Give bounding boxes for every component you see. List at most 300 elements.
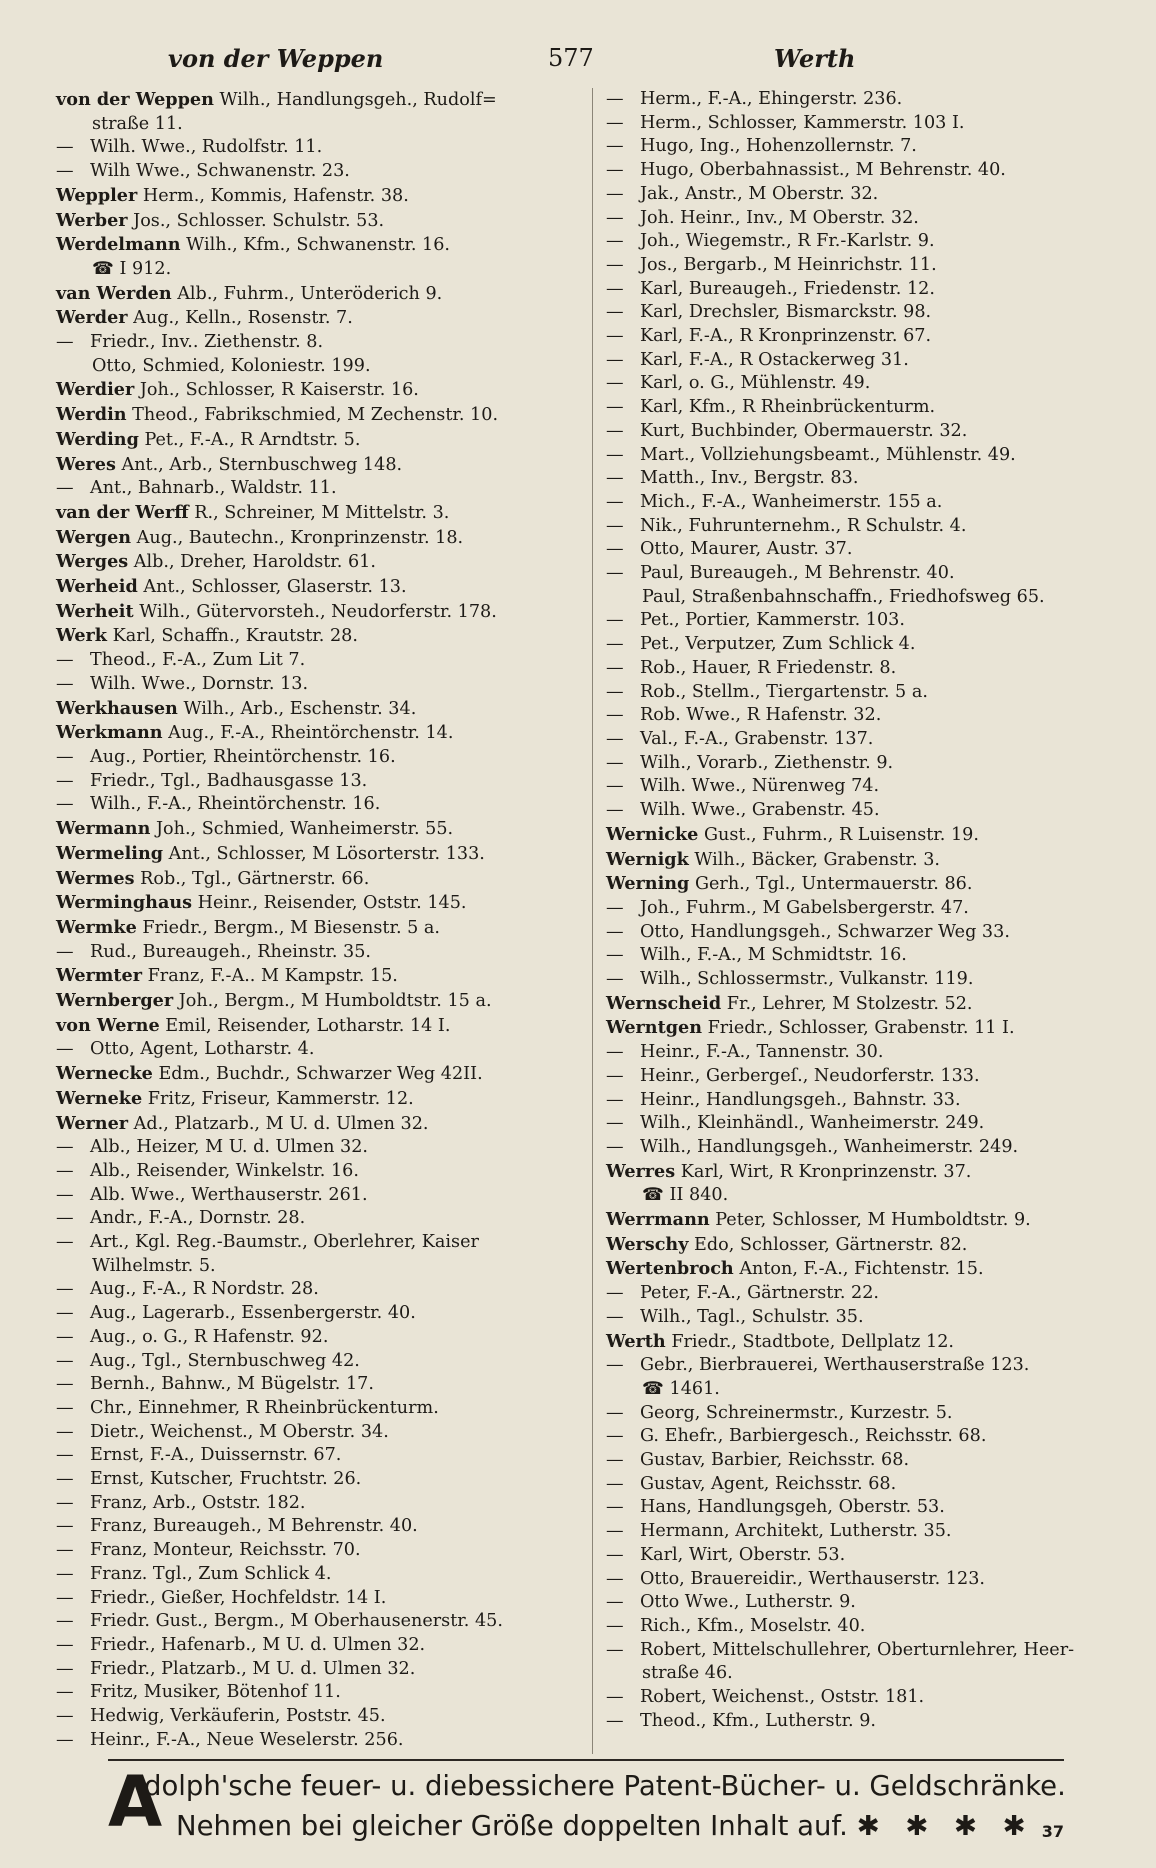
directory-entry <box>606 1544 1126 1568</box>
ditto-dash: — <box>56 1635 74 1655</box>
entry-surname: Werkhausen <box>56 697 178 719</box>
directory-entry <box>606 848 1126 873</box>
ditto-dash: — <box>606 897 624 918</box>
entry-surname: Wernicke <box>606 823 699 845</box>
directory-entry <box>606 1710 1126 1734</box>
entry-details: Otto, Agent, Lotharstr. 4. <box>90 1039 315 1060</box>
entry-surname: Werder <box>56 307 128 329</box>
directory-entry <box>606 1208 1126 1233</box>
entry-details: Wilh., Handlungsgeh., Wanheimerstr. 249. <box>640 1136 1019 1157</box>
directory-entry <box>56 673 596 697</box>
entry-details: Ant., Schlosser, M Lösorterstr. 133. <box>168 843 485 864</box>
directory-entry <box>56 600 596 625</box>
ad-divider <box>108 1759 1064 1761</box>
entry-details: Wilh., Kfm., Schwanenstr. 16. <box>186 235 451 256</box>
directory-entry <box>56 233 596 258</box>
entry-surname: Werning <box>606 873 690 895</box>
entry-details: Wilh Wwe., Schwanenstr. 23. <box>90 161 350 182</box>
directory-entry <box>56 649 596 673</box>
directory-entry <box>56 746 596 770</box>
entry-details: Theod., Fabrikschmied, M Zechenstr. 10. <box>132 405 499 426</box>
entry-details: Hermann, Architekt, Lutherstr. 35. <box>640 1521 952 1542</box>
directory-entry <box>56 1468 596 1492</box>
entry-details: Edo, Schlosser, Gärtnerstr. 82. <box>694 1234 968 1255</box>
directory-entry <box>606 1615 1126 1639</box>
entry-surname: Werkmann <box>56 722 163 744</box>
directory-entry <box>606 633 1126 657</box>
entry-details: Karl, Bureaugeh., Friedenstr. 12. <box>640 278 935 299</box>
ditto-dash: — <box>606 1521 624 1542</box>
directory-entry <box>56 721 596 746</box>
directory-entry <box>56 1207 596 1231</box>
ditto-dash: — <box>606 1065 624 1086</box>
directory-entry <box>606 872 1126 897</box>
entry-details: Art., Kgl. Reg.-Baumstr., Oberlehrer, Kaiser <box>90 1232 479 1253</box>
ditto-dash: — <box>56 794 74 815</box>
entry-details: Friedr., Stadtbote, Dellplatz 12. <box>671 1331 955 1352</box>
ditto-dash: — <box>606 921 624 942</box>
ditto-dash: — <box>606 1592 624 1613</box>
directory-entry <box>56 355 596 379</box>
entry-details: Heinr., Handlungsgeh., Bahnstr. 33. <box>640 1089 961 1110</box>
entry-details: Gebr., Bierbrauerei, Werthauserstraße 123. <box>640 1355 1030 1376</box>
page-number: 577 <box>548 44 594 72</box>
entry-details: Otto, Maurer, Austr. 37. <box>640 539 853 560</box>
directory-entry <box>606 1425 1126 1449</box>
ditto-dash: — <box>56 1303 74 1324</box>
ditto-dash: — <box>56 1492 74 1513</box>
entry-details: Wilh. Wwe., Dornstr. 13. <box>90 673 309 694</box>
entry-surname: Werminghaus <box>56 892 193 914</box>
entry-details: Gust., Fuhrm., R Luisenstr. 19. <box>703 824 979 845</box>
entry-surname: Wermke <box>56 916 137 938</box>
entry-details: Wilh. Wwe., Rudolfstr. 11. <box>90 137 323 158</box>
ditto-dash: — <box>56 478 74 499</box>
directory-entry <box>606 1136 1126 1160</box>
directory-entry <box>56 526 596 551</box>
entry-details: Friedr., Hafenarb., M U. d. Ulmen 32. <box>90 1635 426 1655</box>
directory-entry <box>606 562 1126 586</box>
directory-entry <box>56 1587 596 1611</box>
directory-entry <box>56 1255 596 1279</box>
ditto-dash: — <box>606 302 624 323</box>
entry-details: Karl, o. G., Mühlenstr. 49. <box>640 373 871 394</box>
ditto-dash: — <box>606 1426 624 1447</box>
ad-line-2-text: Nehmen bei gleicher Größe doppelten Inhalt auf. <box>176 1810 848 1842</box>
entry-details: Karl, Schaffn., Krautstr. 28. <box>112 626 358 647</box>
entry-details: Wilhelmstr. 5. <box>92 1255 216 1276</box>
entry-details: Val., F.-A., Grabenstr. 137. <box>640 728 874 749</box>
ditto-dash: — <box>606 969 624 990</box>
entry-surname: Werheid <box>56 576 138 598</box>
ditto-dash: — <box>56 1160 74 1181</box>
directory-entry <box>56 1231 596 1255</box>
directory-entry <box>56 1278 596 1302</box>
directory-entry <box>606 230 1126 254</box>
directory-entry <box>56 1112 596 1137</box>
entry-details: Paul, Bureaugeh., M Behrenstr. 40. <box>640 563 955 584</box>
ditto-dash: — <box>606 254 624 275</box>
directory-entry <box>606 1016 1126 1041</box>
entry-details: Rob. Wwe., R Hafenstr. 32. <box>640 705 882 726</box>
entry-surname: von Werne <box>56 1014 160 1036</box>
ditto-dash: — <box>606 89 624 109</box>
ditto-dash: — <box>56 1563 74 1584</box>
ad-line-2 <box>176 1810 1034 1842</box>
directory-entry <box>56 1397 596 1421</box>
ditto-dash: — <box>606 112 624 133</box>
ditto-dash: — <box>606 657 624 678</box>
entry-details: Wilh., F.-A., M Schmidtstr. 16. <box>640 945 907 966</box>
directory-entry <box>56 1515 596 1539</box>
directory-entry <box>56 793 596 817</box>
ditto-dash: — <box>56 1039 74 1060</box>
entry-details: Friedr. Gust., Bergm., M Oberhausenerstr. 45. <box>90 1611 503 1632</box>
directory-entry <box>56 1563 596 1587</box>
right-column <box>592 88 1126 1734</box>
directory-entry <box>606 301 1126 325</box>
ditto-dash: — <box>606 1710 624 1731</box>
directory-entry <box>56 624 596 649</box>
directory-entry <box>606 444 1126 468</box>
directory-entry <box>606 1065 1126 1089</box>
directory-entry <box>606 88 1126 112</box>
entry-surname: Werk <box>56 625 107 647</box>
entry-details: Rud., Bureaugeh., Rheinstr. 35. <box>90 941 371 962</box>
directory-entry <box>606 609 1126 633</box>
directory-entry <box>56 331 596 355</box>
entry-details: Aug., Lagerarb., Essenbergerstr. 40. <box>90 1303 416 1324</box>
directory-entry <box>56 136 596 160</box>
entry-details: Rich., Kfm., Moselstr. 40. <box>640 1616 866 1636</box>
entry-details: Otto, Schmied, Koloniestr. 199. <box>92 355 371 376</box>
ditto-dash: — <box>56 1540 74 1561</box>
entry-details: G. Ehefr., Barbiergesch., Reichsstr. 68. <box>640 1426 987 1447</box>
entry-details: Friedr., Bergm., M Biesenstr. 5 a. <box>142 917 441 938</box>
entry-details: Hedwig, Verkäuferin, Poststr. 45. <box>90 1706 386 1727</box>
entry-details: Karl, Drechsler, Bismarckstr. 98. <box>640 302 932 323</box>
directory-entry <box>56 1421 596 1445</box>
entry-details: Fritz, Friseur, Kammerstr. 12. <box>147 1088 414 1109</box>
entry-details: R., Schreiner, M Mittelstr. 3. <box>194 502 450 523</box>
directory-entry <box>606 992 1126 1017</box>
directory-entry <box>56 1062 596 1087</box>
entry-details: Franz, F.-A.. M Kampstr. 15. <box>147 966 398 987</box>
ditto-dash: — <box>606 563 624 584</box>
entry-details: Ernst, Kutscher, Fruchtstr. 26. <box>90 1469 362 1490</box>
entry-details: straße 46. <box>642 1663 733 1684</box>
directory-entry <box>606 657 1126 681</box>
ditto-dash: — <box>56 1445 74 1466</box>
directory-entry <box>56 1373 596 1397</box>
entry-details: straße 11. <box>92 113 183 134</box>
ditto-dash: — <box>56 650 74 671</box>
ditto-dash: — <box>606 207 624 228</box>
directory-entry <box>56 817 596 842</box>
entry-details: Peter, F.-A., Gärtnerstr. 22. <box>640 1283 880 1304</box>
directory-entry <box>606 491 1126 515</box>
directory-entry <box>606 1112 1126 1136</box>
entry-details: Friedr., Schlosser, Grabenstr. 11 I. <box>707 1018 1015 1039</box>
entry-details: Jak., Anstr., M Oberstr. 32. <box>640 183 879 204</box>
ditto-dash: — <box>56 673 74 694</box>
directory-entry <box>56 501 596 526</box>
directory-entry <box>606 944 1126 968</box>
entry-details: Peter, Schlosser, M Humboldtstr. 9. <box>715 1210 1031 1231</box>
entry-details: Gustav, Barbier, Reichsstr. 68. <box>640 1450 910 1471</box>
entry-surname: Werner <box>56 1112 129 1134</box>
entry-details: Heinr., Gerbergeſ., Neudorferstr. 133. <box>640 1065 980 1086</box>
entry-surname: Werneke <box>56 1087 143 1109</box>
entry-details: Mart., Vollziehungsbeamt., Mühlenstr. 49. <box>640 444 1016 465</box>
directory-entry <box>606 1160 1126 1185</box>
ditto-dash: — <box>606 160 624 181</box>
entry-details: Franz, Monteur, Reichsstr. 70. <box>90 1540 361 1561</box>
directory-entry <box>606 420 1126 444</box>
entry-details: Karl, Kfm., R Rheinbrückenturm. <box>640 397 936 418</box>
entry-details: Ant., Bahnarb., Waldstr. 11. <box>90 478 337 499</box>
directory-entry <box>56 477 596 501</box>
entry-details: Wilh., Tagl., Schulstr. 35. <box>640 1306 864 1327</box>
ditto-dash: — <box>56 1208 74 1229</box>
directory-entry <box>606 1089 1126 1113</box>
directory-entry <box>606 681 1126 705</box>
ditto-dash: — <box>56 1421 74 1442</box>
ditto-dash: — <box>56 1469 74 1490</box>
directory-entry <box>56 697 596 722</box>
entry-surname: Wernigk <box>606 848 689 870</box>
entry-details: Wilh., Bäcker, Grabenstr. 3. <box>694 849 941 870</box>
directory-entry <box>56 1184 596 1208</box>
entry-details: Friedr., Inv.. Ziethenstr. 8. <box>90 332 324 353</box>
entry-details: Ad., Platzarb., M U. d. Ulmen 32. <box>133 1113 429 1134</box>
ditto-dash: — <box>56 1184 74 1205</box>
entry-details: Wilh. Wwe., Nürenweg 74. <box>640 776 880 797</box>
entry-surname: Wergen <box>56 526 132 548</box>
entry-details: Karl, F.-A., R Kronprinzenstr. 67. <box>640 326 932 347</box>
entry-details: Alb., Dreher, Haroldstr. 61. <box>133 552 376 573</box>
directory-entry <box>606 159 1126 183</box>
entry-surname: Wermter <box>56 965 142 987</box>
entry-details: Herm., F.-A., Ehingerstr. 236. <box>640 89 903 109</box>
directory-entry <box>606 1473 1126 1497</box>
ditto-dash: — <box>56 1397 74 1418</box>
directory-entry <box>606 349 1126 373</box>
directory-entry <box>606 135 1126 159</box>
ditto-dash: — <box>606 491 624 512</box>
ditto-dash: — <box>56 1658 74 1679</box>
entry-details: Gerh., Tgl., Untermauerstr. 86. <box>694 874 973 895</box>
ditto-dash: — <box>606 1042 624 1063</box>
ditto-dash: — <box>606 1616 624 1636</box>
directory-entry <box>56 770 596 794</box>
entry-details: Heinr., F.-A., Neue Weselerstr. 256. <box>90 1729 404 1750</box>
entry-details: Aug., Bautechn., Kronprinzenstr. 18. <box>136 527 464 548</box>
directory-entry <box>56 964 596 989</box>
left-column <box>56 88 596 1753</box>
directory-entry <box>56 184 596 209</box>
directory-entry <box>606 538 1126 562</box>
entry-details: Nik., Fuhrunternehm., R Schulstr. 4. <box>640 515 967 536</box>
entry-details: Wilh., Gütervorsteh., Neudorferstr. 178. <box>139 601 497 622</box>
directory-entry <box>606 1449 1126 1473</box>
directory-entry <box>606 1520 1126 1544</box>
directory-entry <box>56 1492 596 1516</box>
entry-details: Herm., Schlosser, Kammerstr. 103 I. <box>640 112 965 133</box>
entry-details: Herm., Kommis, Hafenstr. 38. <box>142 185 409 206</box>
directory-entry <box>56 867 596 892</box>
entry-details: Alb., Reisender, Winkelstr. 16. <box>90 1160 359 1181</box>
entry-surname: Wermeling <box>56 842 164 864</box>
entry-details: Karl, F.-A., R Ostackerweg 31. <box>640 349 909 370</box>
directory-entry <box>606 1041 1126 1065</box>
ditto-dash: — <box>56 1137 74 1158</box>
directory-entry <box>606 1402 1126 1426</box>
entry-details: ☎ I 912. <box>92 258 172 279</box>
entry-surname: Werheit <box>56 600 134 622</box>
ditto-dash: — <box>56 1682 74 1703</box>
entry-details: Gustav, Agent, Reichsstr. 68. <box>640 1473 897 1494</box>
entry-details: Robert, Mittelschullehrer, Oberturnlehrer, Heer- <box>640 1639 1075 1660</box>
entry-surname: Wernscheid <box>606 992 722 1014</box>
directory-entry <box>56 941 596 965</box>
entry-details: Anton, F.-A., Fichtenstr. 15. <box>739 1259 984 1280</box>
ditto-dash: — <box>56 1374 74 1395</box>
entry-details: Alb. Wwe., Werthauserstr. 261. <box>90 1184 368 1205</box>
ditto-dash: — <box>606 728 624 749</box>
directory-entry <box>606 254 1126 278</box>
entry-details: Aug., F.-A., Rheintörchenstr. 14. <box>168 723 454 744</box>
entry-details: Wilh., F.-A., Rheintörchenstr. 16. <box>90 794 381 815</box>
entry-details: Bernh., Bahnw., M Bügelstr. 17. <box>90 1374 374 1395</box>
entry-surname: Werschy <box>606 1233 689 1255</box>
entry-details: Fr., Lehrer, M Stolzestr. 52. <box>726 993 973 1014</box>
directory-entry <box>606 799 1126 823</box>
entry-details: Alb., Heizer, M U. d. Ulmen 32. <box>90 1137 369 1158</box>
ditto-dash: — <box>56 1350 74 1371</box>
entry-details: Wilh. Wwe., Grabenstr. 45. <box>640 800 880 821</box>
ditto-dash: — <box>606 515 624 536</box>
ditto-dash: — <box>56 137 74 158</box>
entry-details: Aug., F.-A., R Nordstr. 28. <box>90 1279 319 1300</box>
directory-entry <box>56 88 596 113</box>
directory-entry <box>606 968 1126 992</box>
entry-surname: Wernecke <box>56 1063 153 1085</box>
directory-entry <box>606 1591 1126 1615</box>
entry-surname: Werrmann <box>606 1209 710 1231</box>
ditto-dash: — <box>606 1450 624 1471</box>
entry-details: Wilh., Vorarb., Ziethenstr. 9. <box>640 752 894 773</box>
entry-surname: von der Weppen <box>56 89 214 110</box>
ditto-dash: — <box>56 770 74 791</box>
entry-details: Alb., Fuhrm., Unteröderich 9. <box>177 283 443 304</box>
entry-surname: Werding <box>56 428 139 450</box>
ditto-dash: — <box>606 397 624 418</box>
directory-entry <box>606 112 1126 136</box>
entry-surname: Wermes <box>56 867 135 889</box>
directory-entry <box>606 1639 1126 1663</box>
ditto-dash: — <box>606 705 624 726</box>
entry-details: Hugo, Ing., Hohenzollernstr. 7. <box>640 136 917 157</box>
entry-surname: van Werden <box>56 282 172 304</box>
entry-details: Aug., Kelln., Rosenstr. 7. <box>133 308 353 329</box>
entry-details: Rob., Hauer, R Friedenstr. 8. <box>640 657 897 678</box>
directory-entry <box>56 1087 596 1112</box>
ditto-dash: — <box>56 1611 74 1632</box>
ditto-dash: — <box>606 420 624 441</box>
ditto-dash: — <box>606 1402 624 1423</box>
ditto-dash: — <box>606 326 624 347</box>
entry-details: Joh. Heinr., Inv., M Oberstr. 32. <box>640 207 919 228</box>
ditto-dash: — <box>606 1497 624 1518</box>
entry-details: Chr., Einnehmer, R Rheinbrückenturm. <box>90 1397 439 1418</box>
entry-details: Pet., Portier, Kammerstr. 103. <box>640 610 905 631</box>
directory-entry <box>56 1681 596 1705</box>
entry-details: Friedr., Tgl., Badhausgasse 13. <box>90 770 368 791</box>
entry-details: Ant., Schlosser, Glaserstr. 13. <box>143 577 407 598</box>
entry-details: Aug., Portier, Rheintörchenstr. 16. <box>90 746 396 767</box>
entry-details: Joh., Wiegemstr., R Fr.-Karlstr. 9. <box>640 231 935 252</box>
entry-details: Edm., Buchdr., Schwarzer Weg 42II. <box>158 1064 483 1085</box>
directory-entry <box>606 1282 1126 1306</box>
entry-details: Dietr., Weichenst., M Oberstr. 34. <box>90 1421 389 1442</box>
directory-entry <box>56 1014 596 1039</box>
directory-entry <box>56 428 596 453</box>
directory-entry <box>606 372 1126 396</box>
entry-details: Ant., Arb., Sternbuschweg 148. <box>121 454 403 475</box>
sheet-signature: 37 <box>1041 1822 1064 1841</box>
directory-entry <box>56 209 596 234</box>
ditto-dash: — <box>56 746 74 767</box>
entry-details: ☎ 1461. <box>642 1378 720 1399</box>
directory-entry <box>56 1326 596 1350</box>
entry-details: Ernst, F.-A., Duissernstr. 67. <box>90 1445 342 1466</box>
directory-entry <box>606 207 1126 231</box>
directory-entry <box>56 1634 596 1658</box>
directory-entry <box>56 160 596 184</box>
directory-entry <box>56 1350 596 1374</box>
entry-surname: Werres <box>606 1160 676 1182</box>
directory-entry <box>56 1610 596 1634</box>
entry-details: Aug., o. G., R Hafenstr. 92. <box>90 1326 329 1347</box>
ditto-dash: — <box>606 136 624 157</box>
ditto-dash: — <box>606 945 624 966</box>
ditto-dash: — <box>606 1544 624 1565</box>
directory-entry <box>606 752 1126 776</box>
entry-details: Wilh., Kleinhändl., Wanheimerstr. 249. <box>640 1113 985 1134</box>
directory-entry <box>56 1705 596 1729</box>
entry-details: Jos., Bergarb., M Heinrichstr. 11. <box>640 254 937 275</box>
entry-surname: Weppler <box>56 184 138 206</box>
entry-details: Mich., F.-A., Wanheimerstr. 155 a. <box>640 491 943 512</box>
entry-details: Paul, Straßenbahnschaffn., Friedhofsweg 65. <box>642 586 1045 607</box>
entry-details: Hans, Handlungsgeh, Oberstr. 53. <box>640 1497 945 1518</box>
directory-entry <box>606 728 1126 752</box>
directory-entry <box>56 916 596 941</box>
entry-surname: Wernberger <box>56 990 174 1012</box>
header-right-name: Werth <box>774 44 856 73</box>
directory-entry <box>606 1686 1126 1710</box>
ad-initial-letter: A <box>108 1761 163 1843</box>
directory-entry <box>606 586 1126 610</box>
entry-details: Franz, Arb., Oststr. 182. <box>90 1492 306 1513</box>
directory-entry <box>606 1354 1126 1378</box>
directory-entry <box>56 1729 596 1753</box>
directory-entry <box>606 1306 1126 1330</box>
entry-details: Robert, Weichenst., Oststr. 181. <box>640 1687 925 1708</box>
entry-details: Otto, Brauereidir., Werthauserstr. 123. <box>640 1568 985 1589</box>
ditto-dash: — <box>606 183 624 204</box>
